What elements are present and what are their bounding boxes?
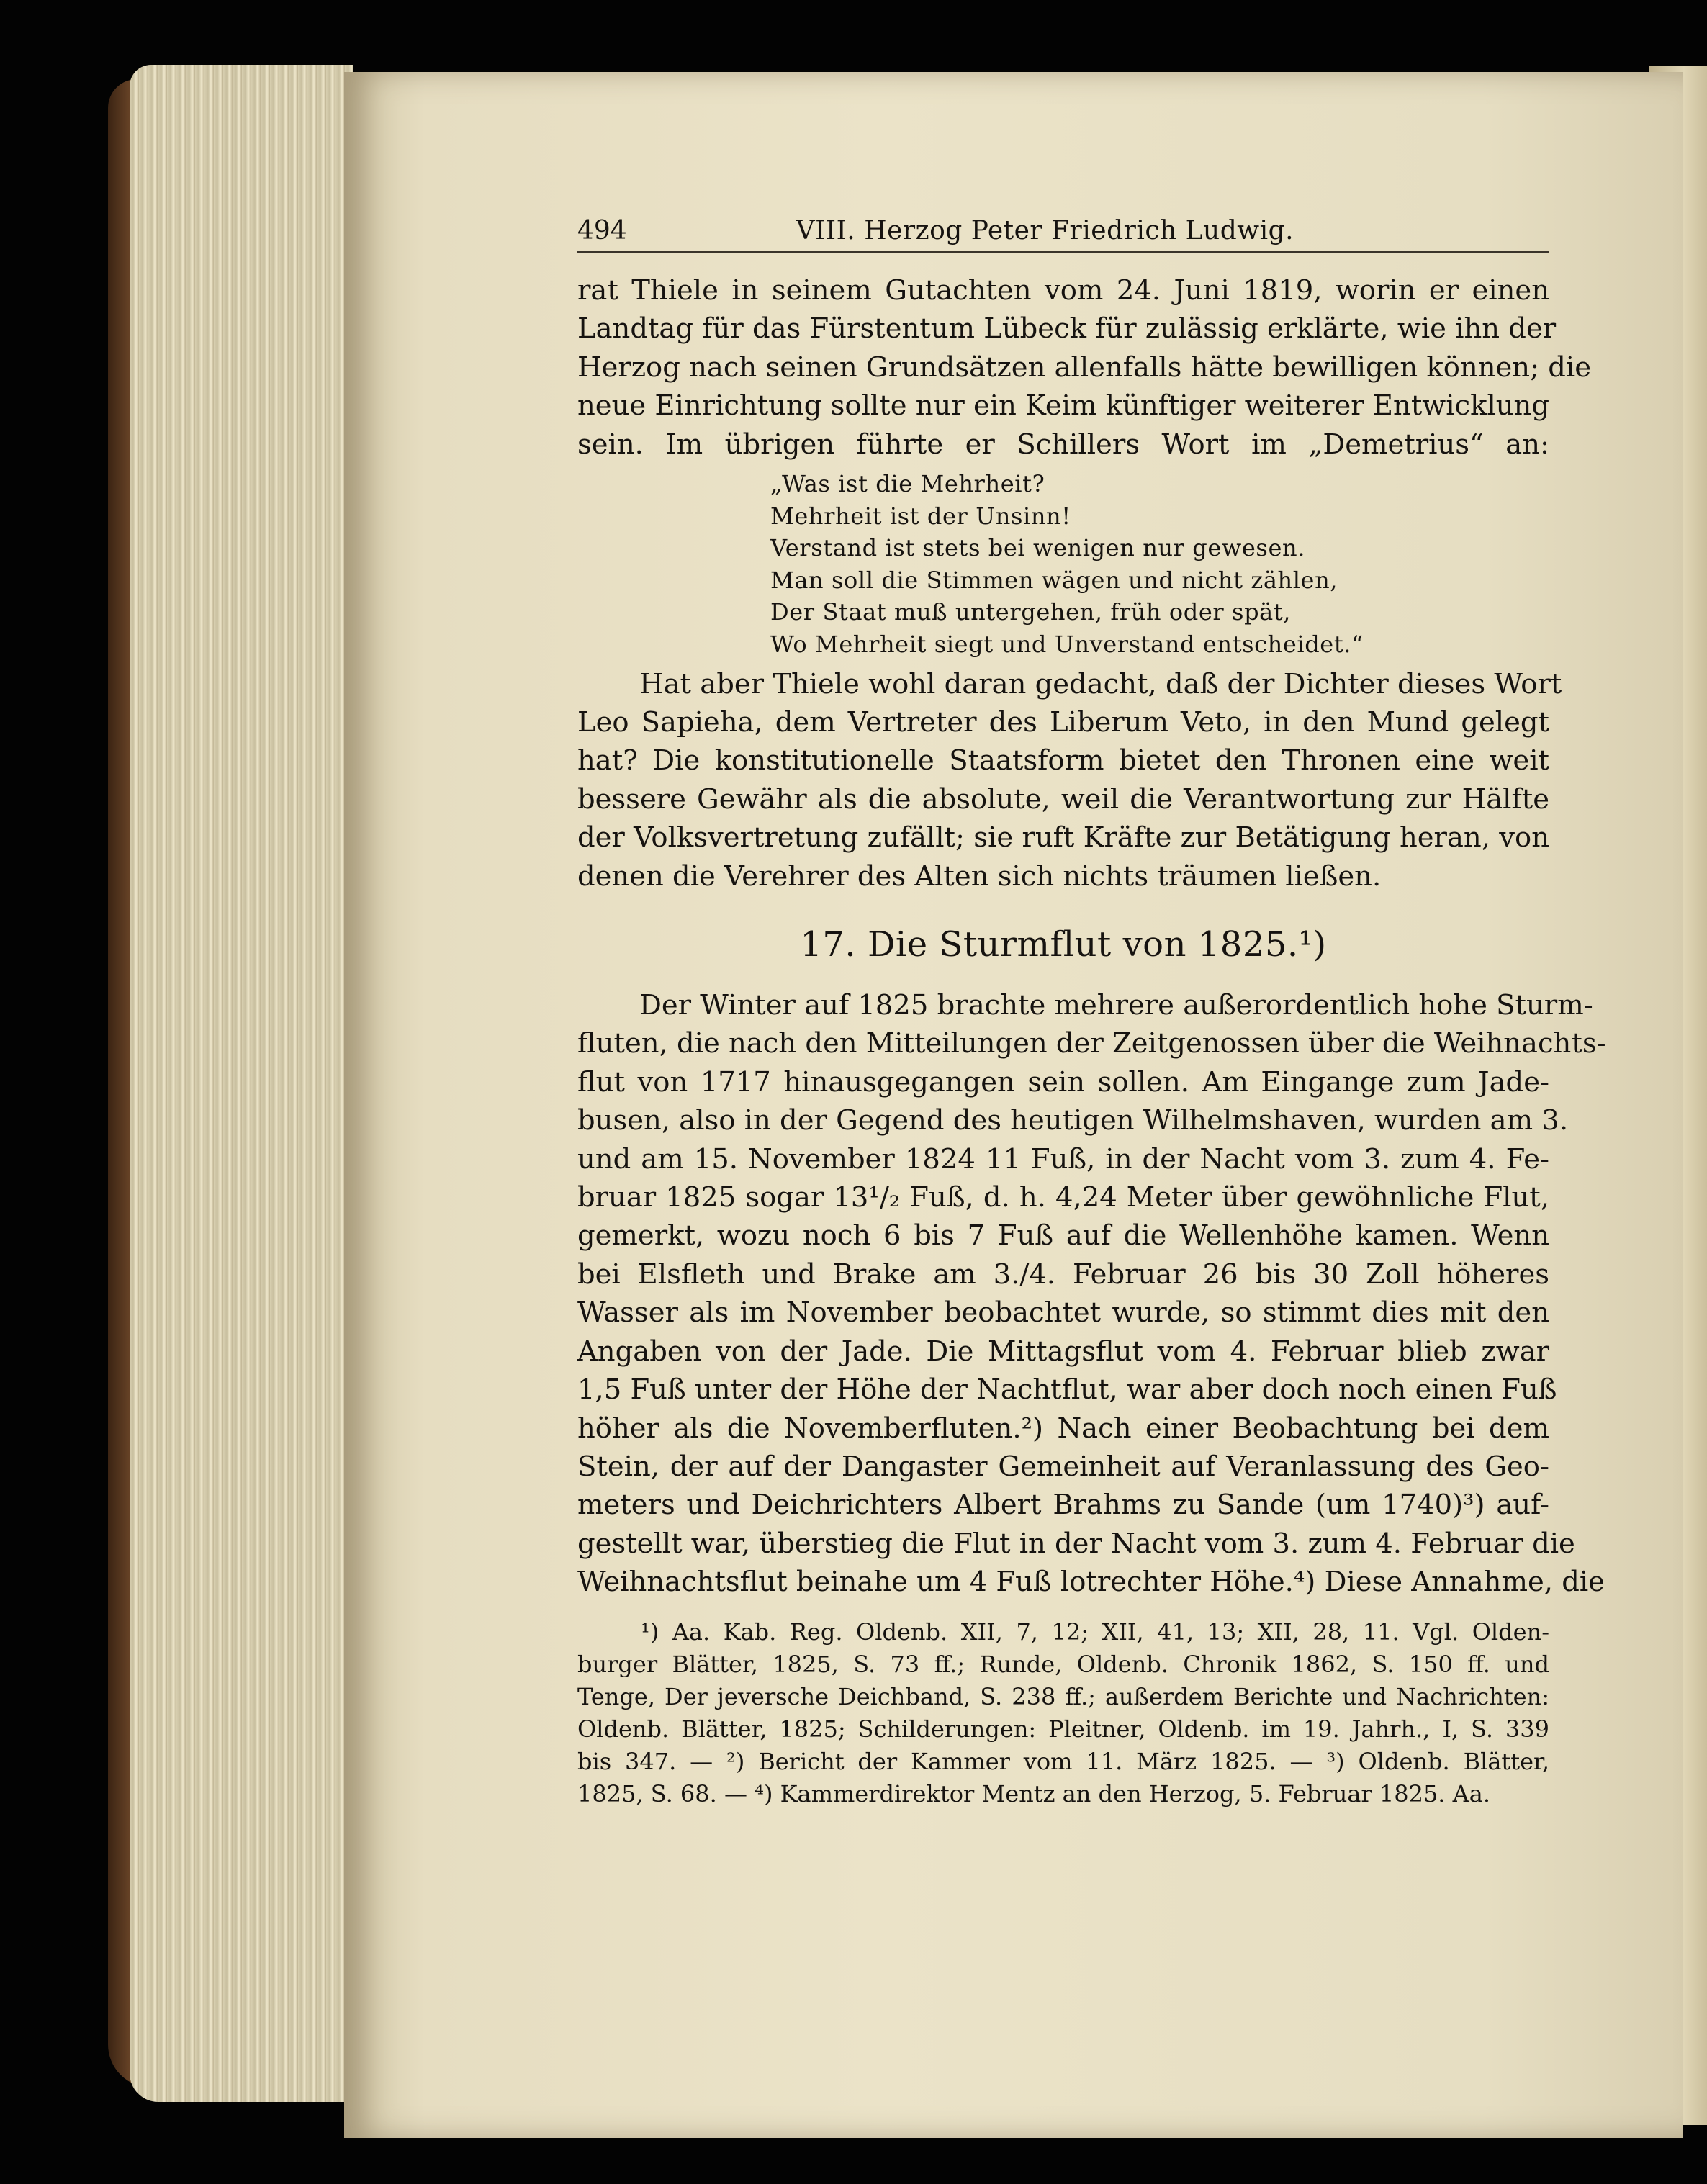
- text-line: Angaben von der Jade. Die Mittagsflut vom 4. Februar blieb zwar: [577, 1335, 1549, 1368]
- text-line: fluten, die nach den Mitteilungen der Zeitgenossen über die Weihnachts-: [577, 1027, 1606, 1060]
- schiller-quote: [770, 468, 1549, 661]
- section-heading: 17. Die Sturmflut von 1825.¹): [800, 924, 1327, 965]
- running-head: [577, 216, 1549, 253]
- verse-line: Verstand ist stets bei wenigen nur gewesen.: [770, 534, 1305, 562]
- text-line: und am 15. November 1824 11 Fuß, in der Nacht vom 3. zum 4. Fe-: [577, 1142, 1549, 1176]
- text-line: bei Elsfleth und Brake am 3./4. Februar 26 bis 30 Zoll höheres: [577, 1258, 1549, 1291]
- verse-line: „Was ist die Mehrheit?: [770, 470, 1045, 498]
- footnote-line: Oldenb. Blätter, 1825; Schilderungen: Pleitner, Oldenb. im 19. Jahrh., I, S. 339: [577, 1715, 1549, 1743]
- text-line: 1,5 Fuß unter der Höhe der Nachtflut, war aber doch noch einen Fuß: [577, 1373, 1557, 1407]
- page-edges: [130, 65, 353, 2102]
- text-line: Hat aber Thiele wohl daran gedacht, daß der Dichter dieses Wort: [639, 667, 1562, 700]
- text-line: busen, also in der Gegend des heutigen Wilhelmshaven, wurden am 3.: [577, 1104, 1569, 1137]
- footnote-line: Tenge, Der jeversche Deichband, S. 238 ff.; außerdem Berichte und Nachrichten:: [577, 1682, 1549, 1710]
- text-line: höher als die Novemberfluten.²) Nach einer Beobachtung bei dem: [577, 1412, 1549, 1445]
- page-number: 494: [577, 216, 627, 245]
- text-line: Stein, der auf der Dangaster Gemeinheit auf Veranlassung des Geo-: [577, 1450, 1549, 1483]
- text-line: sein. Im übrigen führte er Schillers Wort im „Demetrius“ an:: [577, 428, 1549, 461]
- text-line: der Volksvertretung zufällt; sie ruft Kräfte zur Betätigung heran, von: [577, 821, 1549, 854]
- verse-line: Der Staat muß untergehen, früh oder spät,: [770, 598, 1292, 626]
- text-line: Der Winter auf 1825 brachte mehrere außerordentlich hohe Sturm-: [639, 989, 1593, 1022]
- text-line: Wasser als im November beobachtet wurde, so stimmt dies mit den: [577, 1296, 1549, 1330]
- text-line: Herzog nach seinen Grundsätzen allenfalls hätte bewilligen können; die: [577, 351, 1592, 384]
- paragraph-3: [577, 986, 1606, 1602]
- footnote-line: bis 347. — ²) Bericht der Kammer vom 11. März 1825. — ³) Oldenb. Blätter,: [577, 1747, 1549, 1775]
- paragraph-1: [577, 271, 1592, 464]
- text-line: neue Einrichtung sollte nur ein Keim künftiger weiterer Entwicklung: [577, 389, 1549, 423]
- footnote-line: 1825, S. 68. — ⁴) Kammerdirektor Mentz an den Herzog, 5. Februar 1825. Aa.: [577, 1779, 1490, 1808]
- text-line: hat? Die konstitutionelle Staatsform bietet den Thronen eine weit: [577, 744, 1549, 777]
- text-line: bessere Gewähr als die absolute, weil die Verantwortung zur Hälfte: [577, 782, 1549, 816]
- footnote-line: burger Blätter, 1825, S. 73 ff.; Runde, Oldenb. Chronik 1862, S. 150 ff. und: [577, 1650, 1549, 1678]
- paragraph-2: [577, 665, 1562, 895]
- running-title: VIII. Herzog Peter Friedrich Ludwig.: [796, 216, 1294, 245]
- text-line: Leo Sapieha, dem Vertreter des Liberum Veto, in den Mund gelegt: [577, 706, 1549, 739]
- text-line: bruar 1825 sogar 13¹/₂ Fuß, d. h. 4,24 Meter über gewöhnliche Flut,: [577, 1181, 1549, 1214]
- text-line: flut von 1717 hinausgegangen sein sollen. Am Eingange zum Jade-: [577, 1065, 1549, 1098]
- verse-line: Wo Mehrheit siegt und Unverstand entscheidet.“: [770, 631, 1364, 658]
- verse-line: Mehrheit ist der Unsinn!: [770, 502, 1071, 530]
- text-line: gemerkt, wozu noch 6 bis 7 Fuß auf die Wellenhöhe kamen. Wenn: [577, 1219, 1549, 1253]
- text-line: gestellt war, überstieg die Flut in der Nacht vom 3. zum 4. Februar die: [577, 1527, 1575, 1560]
- footnote-line: ¹) Aa. Kab. Reg. Oldenb. XII, 7, 12; XII, 41, 13; XII, 28, 11. Vgl. Olden-: [641, 1617, 1549, 1646]
- text-line: Landtag für das Fürstentum Lübeck für zulässig erklärte, wie ihn der: [577, 312, 1557, 346]
- text-line: rat Thiele in seinem Gutachten vom 24. Juni 1819, worin er einen: [577, 274, 1549, 307]
- footnotes: [577, 1616, 1549, 1810]
- text-line: denen die Verehrer des Alten sich nichts träumen ließen.: [577, 859, 1382, 893]
- verse-line: Man soll die Stimmen wägen und nicht zählen,: [770, 566, 1338, 594]
- text-line: Weihnachtsflut beinahe um 4 Fuß lotrechter Höhe.⁴) Diese Annahme, die: [577, 1566, 1605, 1599]
- page-text: [577, 216, 1606, 1810]
- text-line: meters und Deichrichters Albert Brahms zu Sande (um 1740)³) auf-: [577, 1489, 1549, 1522]
